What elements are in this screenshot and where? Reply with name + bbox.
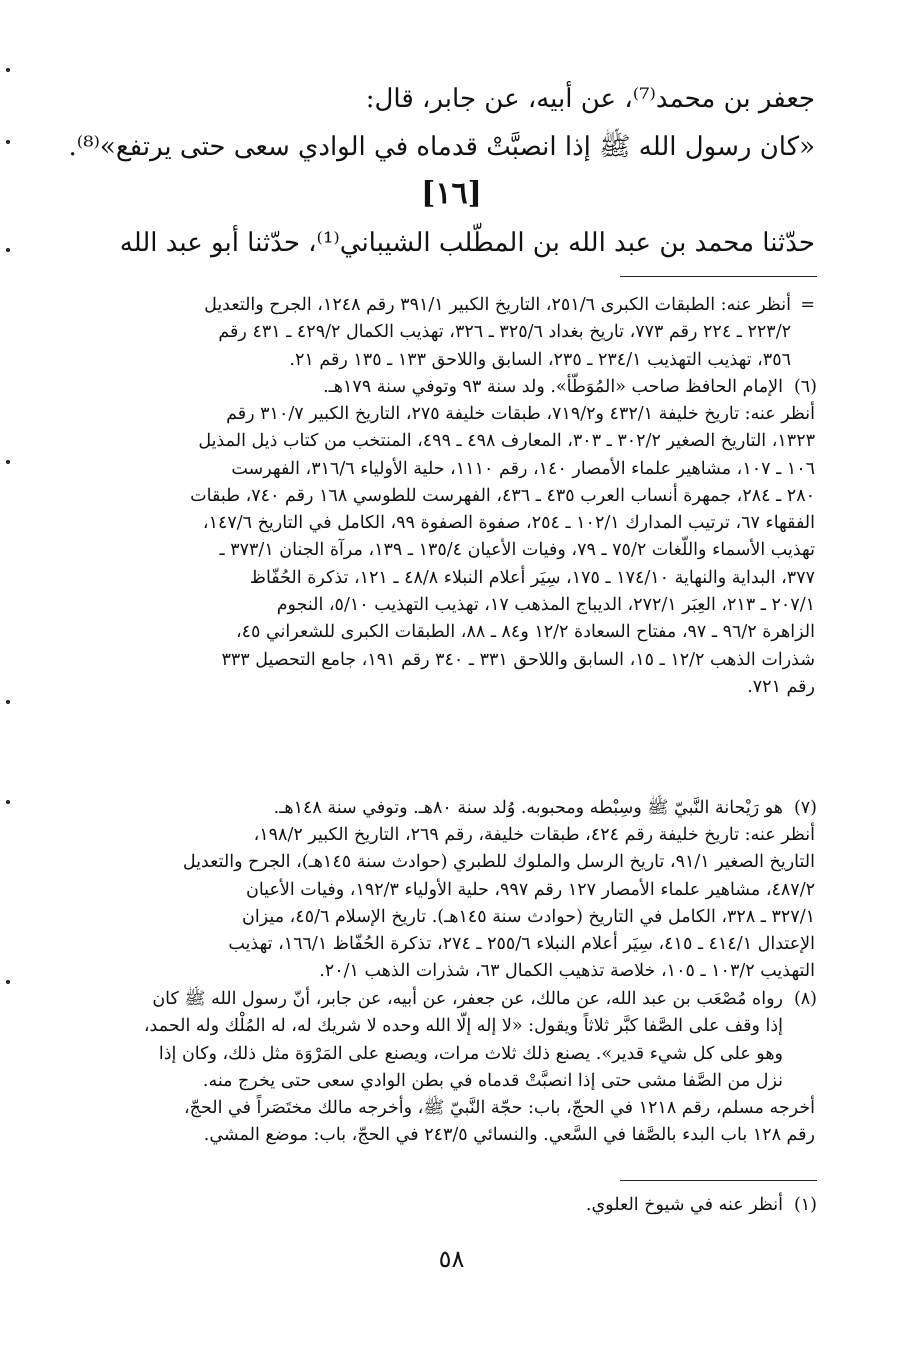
footnote-6-sources <box>85 401 815 701</box>
footnote-line: ٢٠٧/١ ـ ٢١٣، العِبَر ٢٧٢/١، الديباج المذهب ١٧، تهذيب التهذيب ٥/١٠، النجوم <box>276 595 815 616</box>
footnote-1-number: (١) <box>793 1195 817 1215</box>
footnote-line: وهو على كل شيء قدير». يصنع ذلك ثلاث مرات، ويصنع على المَرْوَة مثل ذلك، وكان إذا <box>158 1043 783 1064</box>
footnote-line: رقم ٧٢١. <box>747 676 815 697</box>
footnote-8 <box>88 986 783 1095</box>
footnote-line: أنظر عنه: تاريخ خليفة رقم ٤٢٤، طبقات خليفة، رقم ٢٦٩، التاريخ الكبير ١٩٨/٢، <box>253 825 815 845</box>
footnote-line: التهذيب ١٠٣/٢ ـ ١٠٥، خلاصة تذهيب الكمال ٦٣، شذرات الذهب ٢٠/١. <box>319 961 815 982</box>
footnote-6 <box>88 374 783 401</box>
footnote-1 <box>183 1192 783 1219</box>
footnote-line: ٢٢٣/٢ ـ ٢٢٤ رقم ٧٧٣، تاريخ بغداد ٣٢٥/٦ ـ ٣٢٦، تهذيب الكمال ٤٢٩/٢ ـ ٤٣١ رقم <box>218 322 791 343</box>
footnote-line: ٣٥٦، تهذيب التهذيب ٢٣٤/١ ـ ٢٣٥، السابق واللاحق ١٣٣ ـ ١٣٥ رقم ٢١. <box>289 349 791 370</box>
footnote-line: الإمام الحافظ صاحب «المُوَطّأ». ولد سنة ٩٣ وتوفي سنة ١٧٩هـ. <box>323 377 783 397</box>
main-text-line-1: جعفر بن محمد⁽⁷⁾، عن أبيه، عن جابر، قال: <box>365 84 815 114</box>
footnote-line: تهذيب الأسماء واللّغات ٧٥/٢ ـ ٧٩، وفيات الأعيان ١٣٥/٤ ـ ١٣٩، مرآة الجنان ٣٧٣/١ ـ <box>219 540 815 561</box>
footnote-line: ١٣٢٣، التاريخ الصغير ٣٠٢/٢ ـ ٣٠٣، المعارف ٤٩٨ ـ ٤٩٩، المنتخب من كتاب ذيل المذيل <box>198 431 815 452</box>
footnote-line: رقم ١٢٨ باب البدء بالصَّفا في السَّعي. والنسائي ٢٤٣/٥ في الحجّ، باب: موضع المشي. <box>203 1125 815 1146</box>
footnote-line: ٤٨٧/٢، مشاهير علماء الأمصار ١٢٧ رقم ٩٩٧، حلية الأولياء ١٩٢/٣، وفيات الأعيان <box>246 879 815 900</box>
footnote-line: ١٠٦ ـ ١٠٧، مشاهير علماء الأمصار ١٤٠، رقم ١١١٠، حلية الأولياء ٣١٦/٦، الفهرست <box>231 458 815 479</box>
footnote-line: أنظر عنه: تاريخ خليفة ٤٣٢/١ و٧١٩/٢، طبقات خليفة ٢٧٥، التاريخ الكبير ٣١٠/٧ رقم <box>226 404 815 424</box>
footnote-6-number: (٦) <box>793 377 817 397</box>
footnote-7-sources <box>85 822 815 986</box>
footnote-separator <box>620 1180 817 1181</box>
margin-mark <box>6 800 10 804</box>
footnote-line: ٢٨٠ ـ ٢٨٤، جمهرة أنساب العرب ٤٣٥ ـ ٤٣٦، الفهرست للطوسي ١٦٨ رقم ٧٤٠، طبقات <box>190 485 815 506</box>
page-number: ٥٨ <box>438 1245 465 1273</box>
footnote-line: شذرات الذهب ١٢/٢ ـ ١٥، السابق واللاحق ٣٣١ ـ ٣٤٠ رقم ١٩١، جامع التحصيل ٣٣٣ <box>221 649 815 670</box>
footnote-line: نزل من الصَّفا مشى حتى إذا انصبَّتْ قدماه في بطن الوادي سعى حتى يخرج منه. <box>202 1070 783 1091</box>
footnote-7-number: (٧) <box>793 798 817 818</box>
margin-mark <box>6 68 10 72</box>
margin-mark <box>6 980 10 984</box>
footnote-line: ٣٢٧/١ ـ ٣٢٨، الكامل في التاريخ (حوادث سنة ١٤٥هـ). تاريخ الإسلام ٤٥/٦، ميزان <box>242 906 815 927</box>
main-text-line-2: «كان رسول الله ﷺ إذا انصبَّتْ قدماه في الوادي سعى حتى يرتفع»⁽⁸⁾. <box>68 132 815 162</box>
margin-mark <box>6 140 10 144</box>
footnote-line: الفقهاء ٦٧، ترتيب المدارك ١٠٢/١ ـ ٢٥٤، صفوة الصفوة ٩٩، الكامل في التاريخ ١٤٧/٦، <box>202 513 815 534</box>
margin-mark <box>6 700 10 704</box>
continuation-marker: = <box>800 295 815 315</box>
footnote-line: أنظر عنه: الطبقات الكبرى ٢٥١/٦، التاريخ الكبير ٣٩١/١ رقم ١٢٤٨، الجرح والتعديل <box>204 295 791 315</box>
footnote-line: رواه مُصْعَب بن عبد الله، عن مالك، عن جعفر، عن أبيه، عن جابر، أنّ رسول الله ﷺ كان <box>152 989 783 1009</box>
footnote-line: إذا وقف على الصَّفا كبَّر ثلاثاً ويقول: «لا إله إلّا الله وحده لا شريك له، له المُلْك وله الحمد، <box>143 1016 783 1037</box>
footnote-line: ٣٧٧، البداية والنهاية ١٧٤/١٠ ـ ١٧٥، سِيَر أعلام النبلاء ٤٨/٨ ـ ١٢١، تذكرة الحُفّاظ <box>249 567 815 588</box>
footnote-separator <box>620 276 817 277</box>
footnote-line: أنظر عنه في شيوخ العلوي. <box>585 1195 783 1215</box>
margin-mark <box>6 460 10 464</box>
hadith-number-heading: [١٦] <box>421 176 482 211</box>
footnote-line: الزاهرة ٩٦/٢ ـ ٩٧، مفتاح السعادة ١٢/٢ و٨٤ ـ ٨٨، الطبقات الكبرى للشعراني ٤٥، <box>235 622 815 643</box>
footnote-line: التاريخ الصغير ٩١/١، تاريخ الرسل والملوك للطبري (حوادث سنة ١٤٥هـ)، الجرح والتعديل <box>182 852 815 873</box>
footnote-8-number: (٨) <box>793 989 817 1009</box>
footnote-7 <box>88 795 783 822</box>
footnote-line: الإعتدال ٤١٤/١ ـ ٤١٥، سِيَر أعلام النبلاء ٢٥٥/٦ ـ ٢٧٤، تذكرة الحُفّاظ ١٦٦/١، تهذيب <box>228 934 815 955</box>
footnote-8-sources <box>85 1095 815 1150</box>
footnote-line: أخرجه مسلم، رقم ١٢١٨ في الحجّ، باب: حجّة النَّبيّ ﷺ، وأخرجه مالك مختَصَراً في الحجّ، <box>184 1098 815 1118</box>
footnote-line: هو رَيْحانة النَّبيّ ﷺ وسِبْطه ومحبوبه. وُلد سنة ٨٠هـ. وتوفي سنة ١٤٨هـ. <box>273 798 783 818</box>
margin-mark <box>6 248 10 252</box>
footnote-continuation <box>91 292 791 374</box>
main-text-line-3: حدّثنا محمد بن عبد الله بن المطّلب الشيباني⁽¹⁾، حدّثنا أبو عبد الله <box>119 228 815 258</box>
